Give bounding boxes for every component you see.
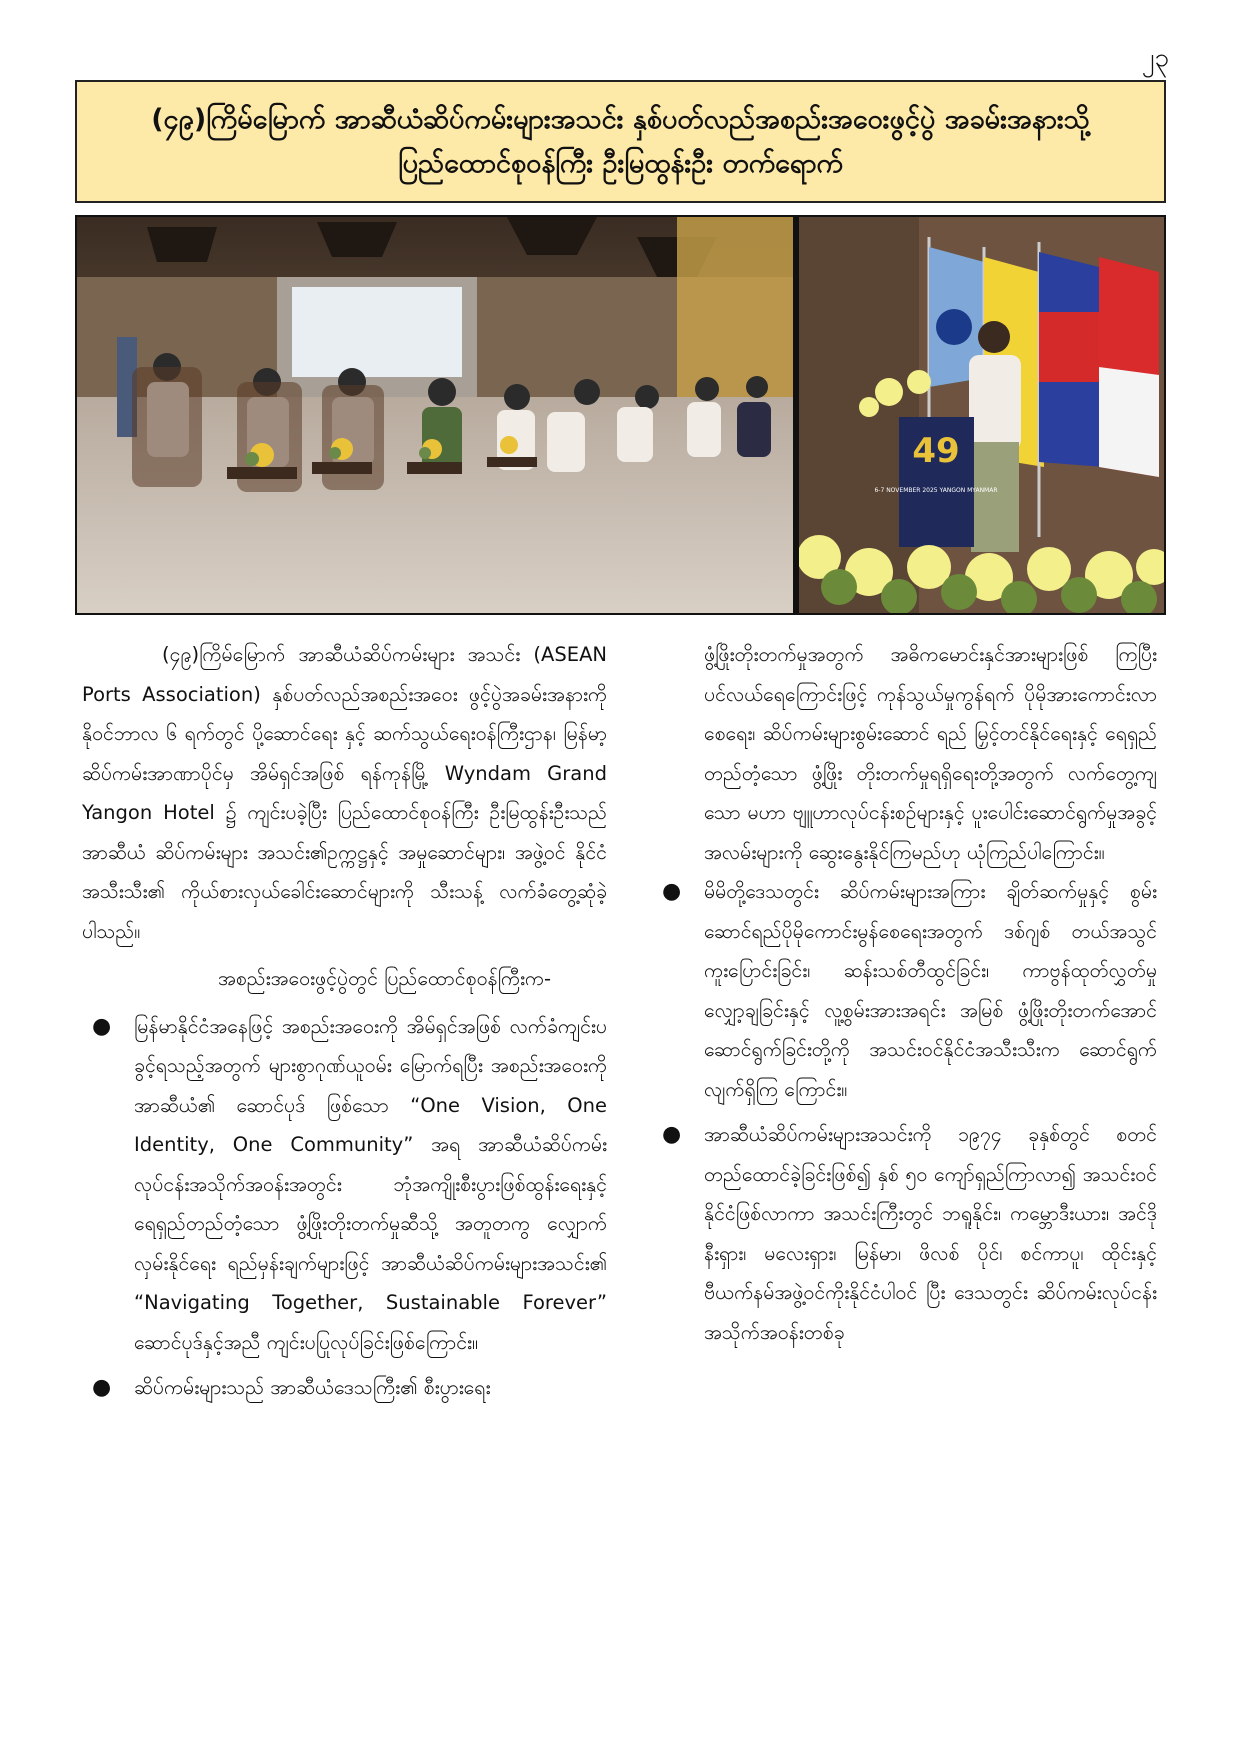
speaker-photo-image <box>799 217 1164 613</box>
podium-number: 49 <box>912 431 960 471</box>
bullet-text-3: မိမိတို့ဒေသတွင်း ဆိပ်ကမ်းများအကြား ချိတ်ဆက်မှုနှင့် စွမ်းဆောင်ရည်ပိုမိုကောင်းမွန်စေရေးအတွက် ဒစ်ဂျစ် တယ်အသွင်ကူးပြောင်းခြင်း၊ ဆန်းသစ်တီထွင်ခြင်း၊ ကာဗွန်ထုတ်လွှတ်မှုလျှော့ချခြင်းနှင့် လူ့စွမ်းအားအရင်း အမြစ် ဖွံ့ဖြိုးတိုးတက်အောင် ဆောင်ရွက်ခြင်းတို့ကို အသင်းဝင်နိုင်ငံအသီးသီးက ဆောင်ရွက်လျက်ရှိကြ ကြောင်း။ <box>704 880 1157 1101</box>
bullet-item-4 <box>652 1115 1157 1352</box>
bullet-text-1: မြန်မာနိုင်ငံအနေဖြင့် အစည်းအဝေးကို အိမ်ရှင်အဖြစ် လက်ခံကျင်းပခွင့်ရသည့်အတွက် များစွာဂုဏ်ယူဝမ်း မြောက်ရပြီး အစည်းအဝေးကို အာဆီယံ၏ ဆောင်ပုဒ် ဖြစ်သော “One Vision, One Identity, One Community” အရ အာဆီယံဆိပ်ကမ်းလုပ်ငန်းအသိုက်အဝန်းအတွင်း ဘုံအကျိုးစီးပွားဖြစ်ထွန်းရေးနှင့် ရေရှည်တည်တံ့သော ဖွံ့ဖြိုးတိုးတက်မှုဆီသို့ အတူတကွ လျှောက်လှမ်းနိုင်ရေး ရည်မှန်းချက်များဖြင့် အာဆီယံဆိပ်ကမ်းများအသင်း၏ “Navigating Together, Sustainable Forever” ဆောင်ပုဒ်နှင့်အညီ ကျင်းပပြုလုပ်ခြင်းဖြစ်ကြောင်း။ <box>134 1014 607 1354</box>
headline-line-2: ပြည်ထောင်စုဝန်ကြီး ဦးမြထွန်းဦး တက်ရောက် <box>398 147 843 179</box>
headline-line-1: (၄၉)ကြိမ်မြောက် အာဆီယံဆိပ်ကမ်းများအသင်း နှစ်ပတ်လည်အစည်းအဝေးဖွင့်ပွဲ အခမ်းအနားသို့ <box>151 103 1090 135</box>
bullet-item-1 <box>82 1007 607 1363</box>
bullet-dot: ● <box>662 879 682 904</box>
bullet-item-3 <box>652 872 1157 1109</box>
podium-subtext: 6-7 NOVEMBER 2025 YANGON MYANMAR <box>874 487 998 494</box>
right-column <box>652 635 1157 1358</box>
headline-box <box>75 80 1166 203</box>
page-number: ၂၃ <box>1141 43 1169 73</box>
photo-strip <box>75 215 1166 615</box>
speech-lead-paragraph: အစည်းအဝေးဖွင့်ပွဲတွင် ပြည်ထောင်စုဝန်ကြီးက- <box>217 967 552 990</box>
bullet-dot: ● <box>662 1122 682 1147</box>
audience-photo <box>77 217 793 613</box>
bullet-dot: ● <box>92 1375 112 1400</box>
bullet-dot: ● <box>92 1013 112 1039</box>
bullet-item-2 <box>82 1368 607 1408</box>
bullet-text-2: ဆိပ်ကမ်းများသည် အာဆီယံဒေသကြီး၏ စီးပွားရေး <box>134 1376 491 1399</box>
intro-paragraph: (၄၉)ကြိမ်မြောက် အာဆီယံဆိပ်ကမ်းများ အသင်း (ASEAN Ports Association) နှစ်ပတ်လည်အစည်းအဝေး ဖွင့်ပွဲအခမ်းအနားကိုနိုဝင်ဘာလ ၆ ရက်တွင် ပို့ဆောင်ရေး နှင့် ဆက်သွယ်ရေးဝန်ကြီးဌာန၊ မြန်မာ့ဆိပ်ကမ်းအာဏာပိုင်မှ အိမ်ရှင်အဖြစ် ရန်ကုန်မြို့ Wyndam Grand Yangon Hotel ၌ ကျင်းပခဲ့ပြီး ပြည်ထောင်စုဝန်ကြီး ဦးမြထွန်းဦးသည် အာဆီယံ ဆိပ်ကမ်းများ အသင်း၏ဥက္ကဋ္ဌနှင့် အမှုဆောင်များ၊ အဖွဲ့ဝင် နိုင်ငံအသီးသီး၏ ကိုယ်စားလှယ်ခေါင်းဆောင်များကို သီးသန့် လက်ခံတွေ့ဆုံခဲ့ပါသည်။ <box>82 643 607 943</box>
bullet-2-continuation: ဖွံ့ဖြိုးတိုးတက်မှုအတွက် အဓိကမောင်းနှင်အားများဖြစ် ကြပြီး ပင်လယ်ရေကြောင်းဖြင့် ကုန်သွယ်မှုကွန်ရက် ပိုမိုအားကောင်းလာစေရေး၊ ဆိပ်ကမ်းများစွမ်းဆောင် ရည် မြှင့်တင်နိုင်ရေးနှင့် ရေရှည်တည်တံ့သော ဖွံ့ဖြိုး တိုးတက်မှုရရှိရေးတို့အတွက် လက်တွေ့ကျသော မဟာ ဗျူဟာလုပ်ငန်းစဉ်များနှင့် ပူးပေါင်းဆောင်ရွက်မှုအခွင့် အလမ်းများကို ဆွေးနွေးနိုင်ကြမည်ဟု ယုံကြည်ပါကြောင်း။ <box>704 643 1157 864</box>
audience-photo-image <box>77 217 793 613</box>
bullet-text-4: အာဆီယံဆိပ်ကမ်းများအသင်းကို ၁၉၇၄ ခုနှစ်တွင် စတင်တည်ထောင်ခဲ့ခြင်းဖြစ်၍ နှစ် ၅၀ ကျော်ရှည်ကြာလာ၍ အသင်းဝင်နိုင်ငံဖြစ်လာကာ အသင်းကြီးတွင် ဘရူနိုင်း၊ ကမ္ဘောဒီးယား၊ အင်ဒိုနီးရှား၊ မလေးရှား၊ မြန်မာ၊ ဖိလစ် ပိုင်၊ စင်ကာပူ၊ ထိုင်းနှင့် ဗီယက်နမ်အဖွဲ့ဝင်ကိုးနိုင်ငံပါဝင် ပြီး ဒေသတွင်း ဆိပ်ကမ်းလုပ်ငန်းအသိုက်အဝန်းတစ်ခု <box>704 1123 1157 1344</box>
left-column <box>82 635 607 1414</box>
speaker-photo <box>799 217 1164 613</box>
